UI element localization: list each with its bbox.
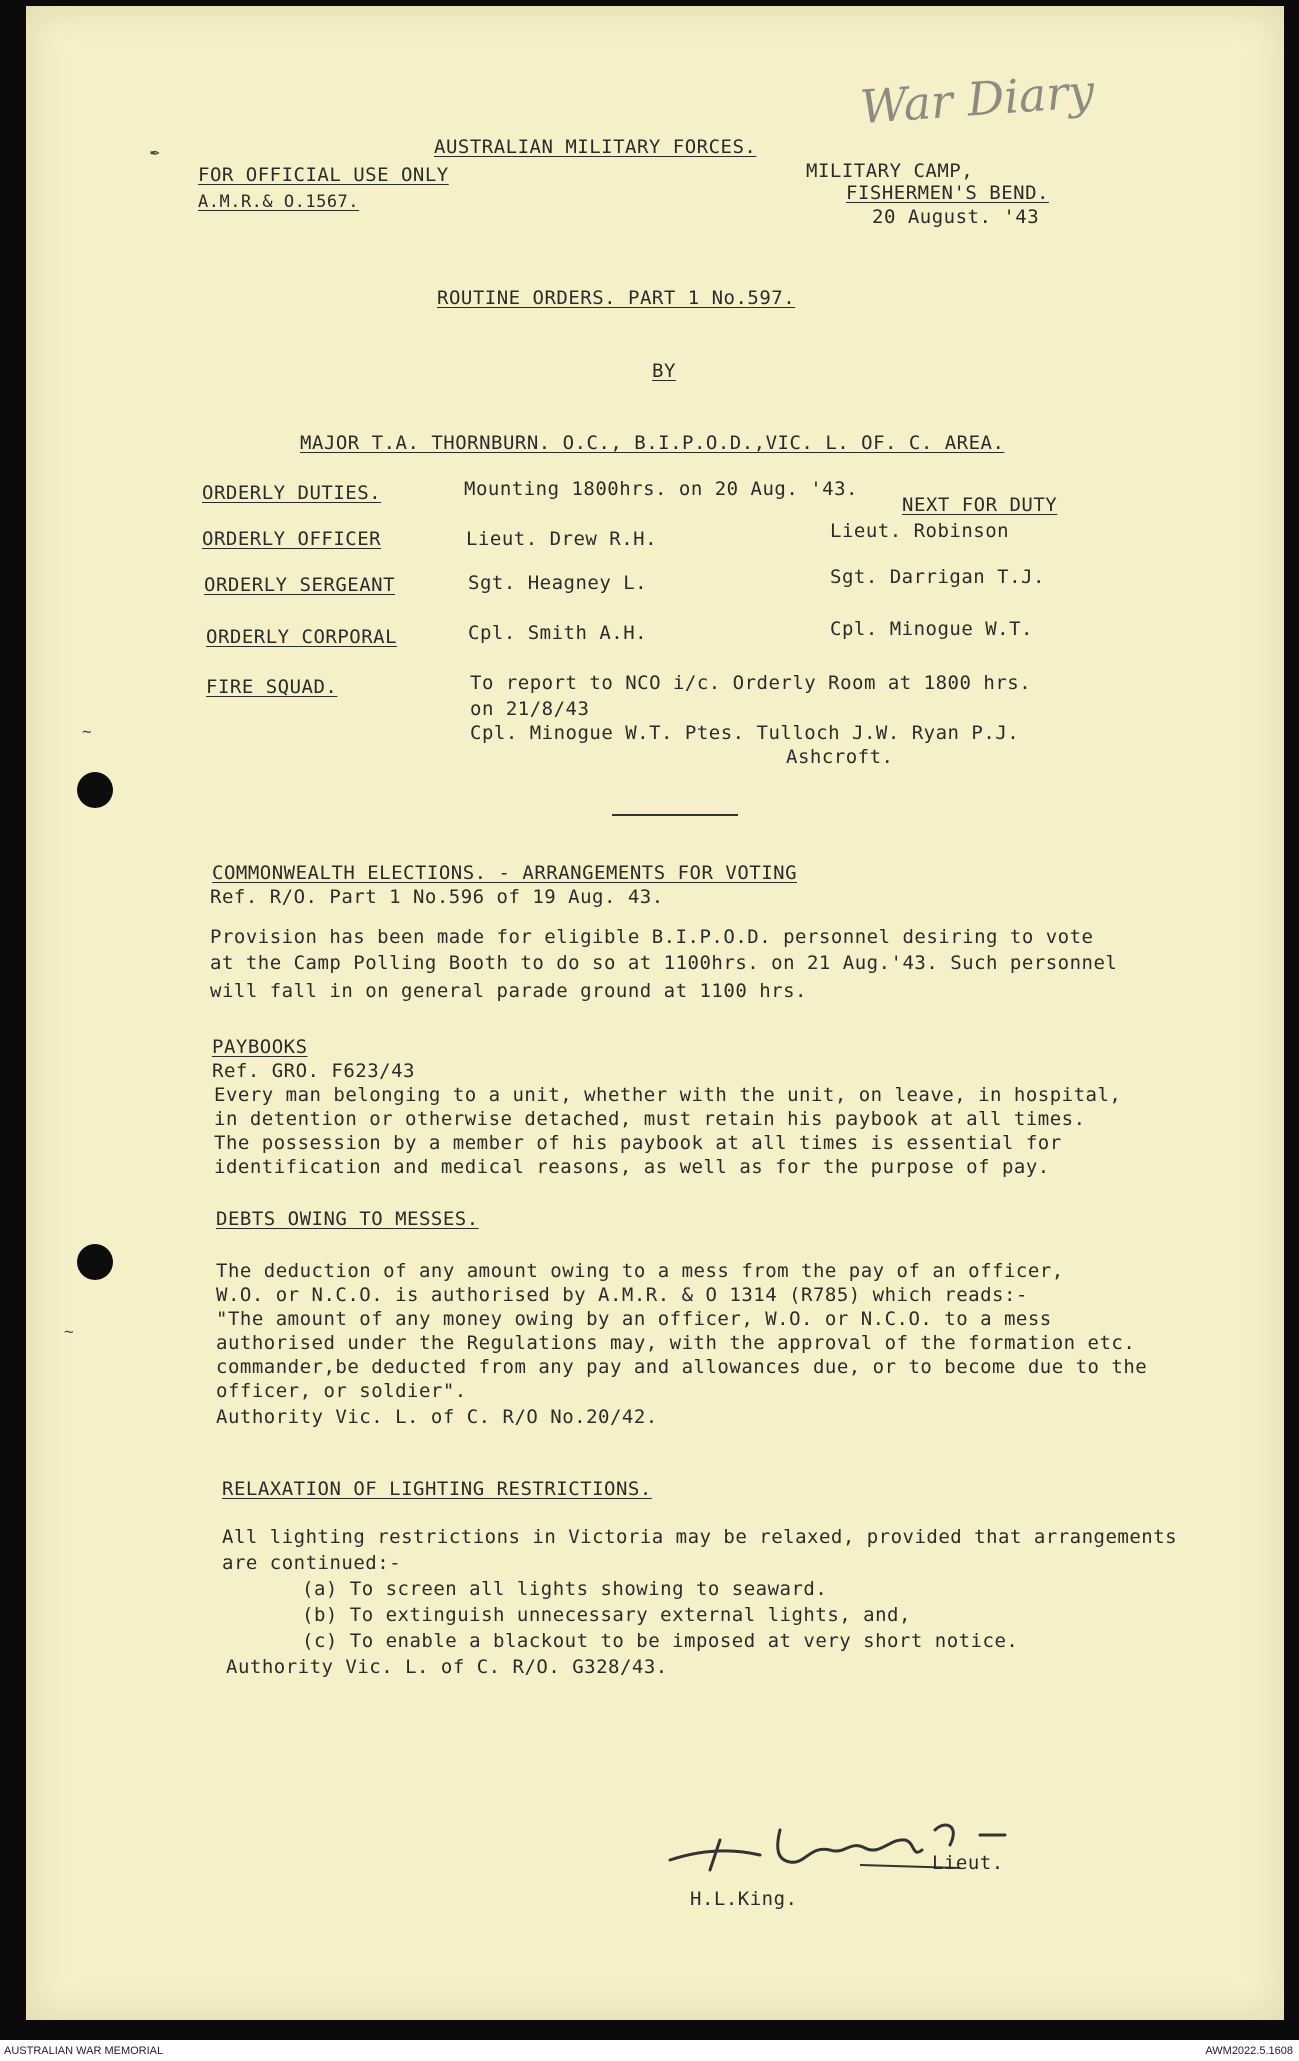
- section-line: identification and medical reasons, as well as for the purpose of pay.: [214, 1156, 1050, 1178]
- section-line: "The amount of any money owing by an officer, W.O. or N.C.O. to a mess: [216, 1308, 1052, 1330]
- duty-next: Lieut. Robinson: [830, 520, 1010, 542]
- section-line: at the Camp Polling Booth to do so at 1100hrs. on 21 Aug.'43. Such personnel: [210, 952, 1118, 974]
- mounting-time: Mounting 1800hrs. on 20 Aug. '43.: [464, 478, 858, 500]
- location-1: MILITARY CAMP,: [806, 160, 974, 182]
- section-line: The deduction of any amount owing to a mess from the pay of an officer,: [216, 1260, 1064, 1282]
- handwritten-note: War Diary: [858, 63, 1096, 135]
- section-line: Authority Vic. L. of C. R/O No.20/42.: [216, 1406, 658, 1428]
- archive-footer-right: AWM2022.5.1608: [1205, 2045, 1293, 2057]
- commander-line: MAJOR T.A. THORNBURN. O.C., B.I.P.O.D.,VIC. L. OF. C. AREA.: [300, 432, 1005, 454]
- archive-footer-left: AUSTRALIAN WAR MEMORIAL: [4, 2045, 164, 2057]
- document-title: AUSTRALIAN MILITARY FORCES.: [434, 136, 757, 158]
- section-line: Every man belonging to a unit, whether with the unit, on leave, in hospital,: [214, 1084, 1122, 1106]
- signatory-rank: Lieut.: [932, 1852, 1004, 1874]
- duty-name: Cpl. Smith A.H.: [468, 622, 648, 644]
- list-item: (b) To extinguish unnecessary external lights, and,: [302, 1604, 911, 1626]
- punch-hole-bottom: [77, 1244, 113, 1280]
- regulation-ref: A.M.R.& O.1567.: [198, 192, 360, 212]
- section-line: W.O. or N.C.O. is authorised by A.M.R. & O 1314 (R785) which reads:-: [216, 1284, 1028, 1306]
- order-by: BY: [652, 360, 676, 382]
- tear-mark: ~: [82, 722, 92, 741]
- section-line: The possession by a member of his paybook at all times is essential for: [214, 1132, 1062, 1154]
- section-title: RELAXATION OF LIGHTING RESTRICTIONS.: [222, 1478, 652, 1500]
- duty-role: ORDERLY OFFICER: [202, 528, 382, 550]
- section-line: will fall in on general parade ground at 1100 hrs.: [210, 980, 807, 1002]
- location-2: FISHERMEN'S BEND.: [846, 182, 1049, 204]
- fire-squad-line: Cpl. Minogue W.T. Ptes. Tulloch J.W. Ryan P.J.: [470, 722, 1020, 744]
- section-title: PAYBOOKS: [212, 1036, 308, 1058]
- pin-mark: ✒: [150, 142, 160, 161]
- section-line: authorised under the Regulations may, with the approval of the formation etc.: [216, 1332, 1136, 1354]
- section-line: in detention or otherwise detached, must retain his paybook at all times.: [214, 1108, 1086, 1130]
- duty-next: Cpl. Minogue W.T.: [830, 618, 1033, 640]
- classification: FOR OFFICIAL USE ONLY: [198, 164, 449, 186]
- next-duty-header: NEXT FOR DUTY: [902, 494, 1058, 516]
- duty-name: Sgt. Heagney L.: [468, 572, 648, 594]
- list-item: (a) To screen all lights showing to seaward.: [302, 1578, 828, 1600]
- fire-squad-label: FIRE SQUAD.: [206, 676, 338, 698]
- fire-squad-line: on 21/8/43: [470, 698, 590, 720]
- handwritten-signature: [660, 1800, 1020, 1890]
- section-line: are continued:-: [222, 1552, 402, 1574]
- section-ref: Ref. GRO. F623/43: [212, 1060, 415, 1082]
- tear-mark: ~: [64, 1322, 74, 1341]
- signatory-name: H.L.King.: [690, 1888, 798, 1910]
- duty-next: Sgt. Darrigan T.J.: [830, 566, 1045, 588]
- duty-name: Lieut. Drew R.H.: [466, 528, 658, 550]
- list-item: (c) To enable a blackout to be imposed at very short notice.: [302, 1630, 1019, 1652]
- duty-role: ORDERLY CORPORAL: [206, 626, 398, 648]
- section-title: DEBTS OWING TO MESSES.: [216, 1208, 479, 1230]
- section-line: commander,be deducted from any pay and allowances due, or to become due to the: [216, 1356, 1148, 1378]
- section-line: officer, or soldier".: [216, 1380, 467, 1402]
- fire-squad-line: To report to NCO i/c. Orderly Room at 1800 hrs.: [470, 672, 1032, 694]
- section-title: COMMONWEALTH ELECTIONS. - ARRANGEMENTS FOR VOTING: [212, 862, 798, 884]
- punch-hole-top: [77, 772, 113, 808]
- section-line: Provision has been made for eligible B.I.P.O.D. personnel desiring to vote: [210, 926, 1094, 948]
- section-divider: [612, 814, 738, 816]
- date: 20 August. '43: [872, 206, 1040, 228]
- section-line: All lighting restrictions in Victoria may be relaxed, provided that arrangements: [222, 1526, 1178, 1548]
- section-ref: Ref. R/O. Part 1 No.596 of 19 Aug. 43.: [210, 886, 664, 908]
- fire-squad-line: Ashcroft.: [786, 746, 894, 768]
- order-title: ROUTINE ORDERS. PART 1 No.597.: [437, 287, 796, 309]
- duties-label: ORDERLY DUTIES.: [202, 482, 382, 504]
- section-ref: Authority Vic. L. of C. R/O. G328/43.: [226, 1656, 668, 1678]
- duty-role: ORDERLY SERGEANT: [204, 574, 396, 596]
